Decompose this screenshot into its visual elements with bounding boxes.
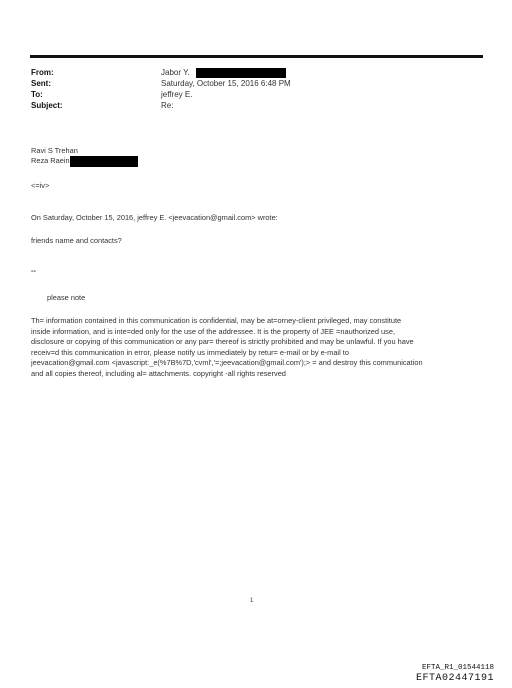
please-note: please note [47, 293, 86, 302]
recipient-line [31, 156, 471, 166]
sent-value: Saturday, October 15, 2016 6:48 PM [161, 79, 291, 88]
subject-value: Re: [161, 101, 174, 110]
recipient-name: Ravi S Trehan [31, 146, 78, 155]
disclaimer-line: inside information, and is inte=ded only for the use of the addressee. It is the property of JEE =nauthorized use, [31, 326, 396, 336]
from-value: Jabor Y. [161, 68, 190, 77]
iv-tag: <=iv> [31, 181, 50, 190]
disclaimer-line: jeevacation@gmail.com <javascript:_e(%7B%7D,'cvml','=;jeevacation@gmail.com');> = and destroy this communication [31, 358, 423, 368]
disclaimer-line: and all copies thereof, including al= attachments. copyright -all rights reserved [31, 368, 286, 378]
quoted-header: On Saturday, October 15, 2016, jeffrey E. <jeevacation@gmail.com> wrote: [31, 213, 278, 222]
redaction-box [70, 156, 138, 167]
to-value: jeffrey E. [161, 90, 193, 99]
recipient-list [31, 146, 471, 166]
from-row [31, 67, 483, 78]
from-value-wrap [161, 67, 286, 78]
subject-row [31, 100, 483, 111]
from-label: From: [31, 68, 54, 77]
bates-number-1: EFTA_R1_01544118 [421, 664, 494, 672]
recipient-name: Reza Raein [31, 156, 70, 165]
page-number: 1 [250, 598, 254, 604]
bates-number-2: EFTA02447191 [415, 673, 494, 684]
redaction-box [196, 68, 286, 78]
subject-label: Subject: [31, 101, 63, 110]
message-text: friends name and contacts? [31, 236, 122, 245]
to-label: To: [31, 90, 43, 99]
disclaimer-line: disclosure or copying of this communication or any par= thereof is strictly prohibited and may be unlawful. If you have [31, 337, 414, 347]
disclaimer [31, 316, 476, 380]
signature-separator: -- [31, 266, 36, 275]
recipient-line [31, 146, 471, 156]
header-rule [30, 55, 483, 58]
sent-label: Sent: [31, 79, 51, 88]
email-header [31, 67, 483, 111]
to-row [31, 89, 483, 100]
disclaimer-line: Th= information contained in this communication is confidential, may be at=orney-client privileged, may constitute [31, 316, 402, 325]
disclaimer-line: receiv=d this communication in error, please notify us immediately by retur= e-mail or by e-mail to [31, 347, 349, 357]
sent-row [31, 78, 483, 89]
